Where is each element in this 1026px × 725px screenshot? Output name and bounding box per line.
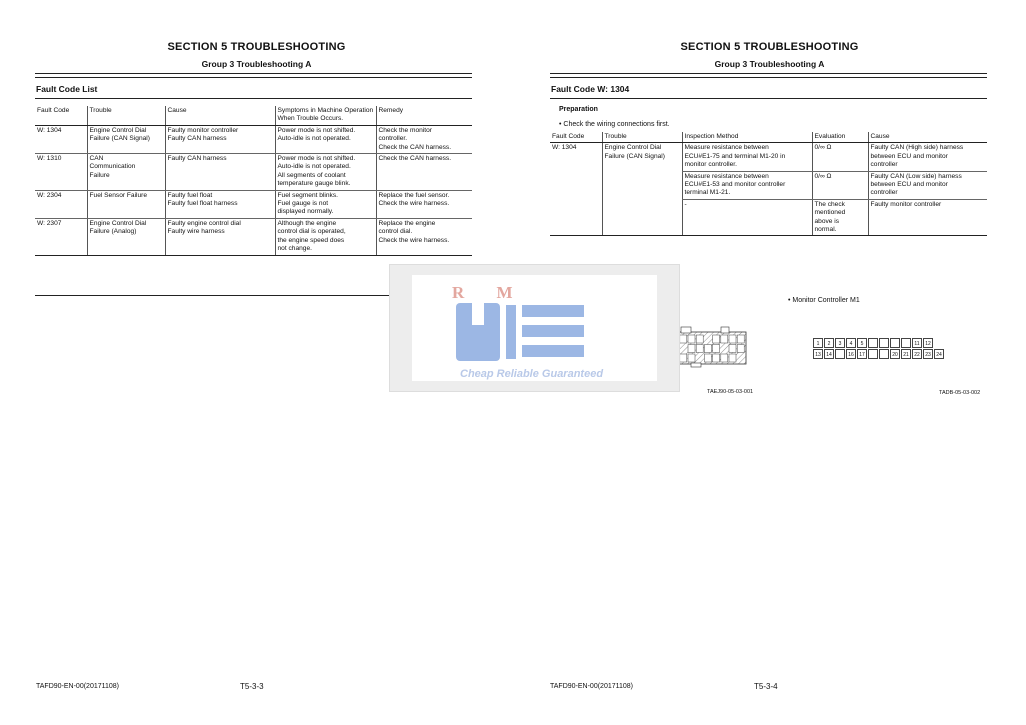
inspection-method-cell — [682, 143, 812, 171]
table-header-row — [35, 106, 472, 125]
cause-line: Faulty monitor controller — [870, 200, 942, 208]
cause-line: Faulty CAN harness — [167, 155, 227, 163]
connector-pin — [696, 345, 703, 353]
monitor-pin: 14 — [824, 349, 834, 359]
connector-pin — [721, 354, 728, 362]
connector-pin — [713, 335, 720, 343]
fault-code-table — [35, 106, 472, 256]
connector-pin — [713, 345, 720, 353]
bullet-icon: • — [559, 121, 564, 128]
header-fault-code: Fault Code — [550, 132, 602, 143]
remedy-line: Check the CAN harness. — [378, 155, 452, 163]
symptoms-line: All segments of coolant — [277, 171, 346, 179]
header-remedy: Remedy — [376, 106, 472, 125]
section-title: SECTION 5 TROUBLESHOOTING — [167, 41, 346, 53]
monitor-pin — [890, 338, 900, 348]
cause-line: Faulty CAN harness — [167, 135, 227, 143]
trouble-line: Failure (CAN Signal) — [89, 135, 150, 143]
monitor-pin: 13 — [813, 349, 823, 359]
cause-cell — [165, 190, 275, 218]
evaluation-line: mentioned — [814, 209, 846, 217]
figure-label-ecu: TAEJ90-05-03-001 — [707, 389, 754, 395]
monitor-pin: 16 — [846, 349, 856, 359]
monitor-pin: 21 — [901, 349, 911, 359]
cause-cell — [868, 199, 987, 236]
remedy-cell — [376, 218, 472, 255]
monitor-label — [788, 297, 860, 304]
inspection-table — [550, 132, 987, 236]
symptoms-cell — [275, 190, 376, 218]
heading-rule — [550, 98, 987, 99]
table-row — [35, 190, 472, 218]
connector-pin — [680, 335, 687, 343]
cause-cell — [165, 125, 275, 153]
fault-code-line: W: 1304 — [552, 144, 577, 152]
watermark-logo — [389, 264, 680, 392]
evaluation-cell — [812, 143, 868, 171]
method-line: terminal M1-21. — [684, 189, 731, 197]
trouble-line: Engine Control Dial — [604, 144, 662, 152]
table-row — [35, 218, 472, 255]
watermark-slogan: Cheap Reliable Guaranteed — [460, 368, 604, 380]
fault-code-cell — [35, 125, 87, 153]
wrench-logo-icon — [448, 299, 598, 365]
monitor-pin: 17 — [857, 349, 867, 359]
method-line: - — [684, 200, 687, 208]
cause-line: Faulty fuel float harness — [167, 200, 238, 208]
remedy-line: controller. — [378, 135, 408, 143]
section-title: SECTION 5 TROUBLESHOOTING — [680, 41, 859, 53]
header-cause: Cause — [165, 106, 275, 125]
table-header-row — [550, 132, 987, 143]
method-line: Measure resistance between — [684, 144, 769, 152]
cause-line: Faulty fuel float — [167, 191, 213, 199]
monitor-pin — [879, 338, 889, 348]
trouble-line: Engine Control Dial — [89, 126, 147, 134]
connector-pin — [737, 345, 744, 353]
fault-code-cell — [35, 218, 87, 255]
symptoms-line: Auto-idle is not operated. — [277, 163, 351, 171]
cause-line: Faulty monitor controller — [167, 126, 239, 134]
cause-line: Faulty engine control dial — [167, 219, 241, 227]
table-row — [35, 154, 472, 191]
header-inspection-method: Inspection Method — [682, 132, 812, 143]
connector-pin — [737, 335, 744, 343]
evaluation-cell — [812, 199, 868, 236]
remedy-line: Replace the engine — [378, 219, 436, 227]
cause-line: between ECU and monitor — [870, 181, 948, 189]
remedy-line: Check the wire harness. — [378, 236, 450, 244]
trouble-line: CAN — [89, 155, 104, 163]
monitor-pin: 12 — [923, 338, 933, 348]
monitor-pin — [835, 349, 845, 359]
symptoms-line: Power mode is not shifted. — [277, 126, 356, 134]
method-line: Measure resistance between — [684, 172, 769, 180]
inspection-method-cell — [682, 171, 812, 199]
fault-code-cell — [35, 154, 87, 191]
watermark-letters: R M — [452, 283, 527, 302]
monitor-pin: 24 — [934, 349, 944, 359]
connector-pin — [704, 345, 711, 353]
trouble-line: Engine Control Dial — [89, 219, 147, 227]
header-trouble: Trouble — [602, 132, 682, 143]
symptoms-line: temperature gauge blink. — [277, 180, 351, 188]
header-evaluation: Evaluation — [812, 132, 868, 143]
inspection-method-cell — [682, 199, 812, 236]
header-cause: Cause — [868, 132, 987, 143]
symptoms-line: Fuel gauge is not — [277, 200, 329, 208]
method-line: monitor controller. — [684, 161, 737, 169]
trouble-cell — [87, 218, 165, 255]
cause-line: controller — [870, 189, 898, 197]
fault-code-line: W: 2307 — [37, 219, 62, 227]
fault-code-cell — [35, 190, 87, 218]
cause-cell — [868, 143, 987, 171]
remedy-cell — [376, 190, 472, 218]
monitor-pin: 3 — [835, 338, 845, 348]
remedy-line: control dial. — [378, 228, 413, 236]
monitor-pin — [879, 349, 889, 359]
cause-line: controller — [870, 161, 898, 169]
header-fault-code: Fault Code — [35, 106, 87, 125]
evaluation-line: 0/∞ Ω — [814, 144, 832, 152]
symptoms-cell — [275, 154, 376, 191]
cause-cell — [165, 154, 275, 191]
monitor-pin: 2 — [824, 338, 834, 348]
monitor-pin: 20 — [890, 349, 900, 359]
cause-cell — [165, 218, 275, 255]
symptoms-line: Power mode is not shifted. — [277, 155, 356, 163]
monitor-pin: 1 — [813, 338, 823, 348]
monitor-label-text: Monitor Controller M1 — [792, 297, 860, 304]
cause-cell — [868, 171, 987, 199]
trouble-cell — [602, 143, 682, 236]
trouble-line: Fuel Sensor Failure — [89, 191, 148, 199]
header-trouble: Trouble — [87, 106, 165, 125]
bullet-icon: • — [788, 297, 793, 304]
symptoms-line: Auto-idle is not operated. — [277, 135, 351, 143]
preparation-item — [559, 121, 670, 128]
header-symptoms: Symptoms in Machine Operation When Trouble Occurs. — [275, 106, 376, 125]
connector-pin — [688, 345, 695, 353]
heading-rule — [35, 98, 472, 99]
symptoms-line: the engine speed does — [277, 236, 345, 244]
monitor-connector-diagram — [813, 338, 953, 362]
remedy-line: Check the wire harness. — [378, 200, 450, 208]
connector-pin — [729, 335, 736, 343]
connector-pin — [729, 345, 736, 353]
monitor-pin — [901, 338, 911, 348]
symptoms-line: displayed normally. — [277, 208, 334, 216]
fault-code-heading: Fault Code W: 1304 — [551, 84, 630, 94]
connector-pin — [713, 354, 720, 362]
evaluation-line: The check — [814, 200, 845, 208]
monitor-pin — [868, 338, 878, 348]
monitor-pin — [868, 349, 878, 359]
evaluation-cell — [812, 171, 868, 199]
connector-pin — [704, 354, 711, 362]
figure-label-monitor: TADB-05-03-002 — [939, 390, 981, 396]
fault-code-cell — [550, 143, 602, 236]
table-row — [35, 125, 472, 153]
group-title: Group 3 Troubleshooting A — [714, 59, 825, 69]
trouble-cell — [87, 154, 165, 191]
table-row — [550, 143, 987, 171]
connector-pin — [680, 354, 687, 362]
trouble-cell — [87, 125, 165, 153]
preparation-item-text: Check the wiring connections first. — [563, 121, 670, 128]
fault-code-line: W: 1310 — [37, 155, 62, 163]
monitor-pin: 4 — [846, 338, 856, 348]
trouble-line: Failure (Analog) — [89, 228, 137, 236]
cause-line: Faulty CAN (Low side) harness — [870, 172, 962, 180]
connector-pin — [688, 335, 695, 343]
remedy-line: Check the CAN harness. — [378, 143, 452, 151]
remedy-cell — [376, 154, 472, 191]
evaluation-line: 0/∞ Ω — [814, 172, 832, 180]
header-rule — [550, 73, 987, 78]
symptoms-line: Although the engine — [277, 219, 337, 227]
fault-code-line: W: 2304 — [37, 191, 62, 199]
watermark-panel — [412, 275, 657, 381]
trouble-line: Communication — [89, 163, 136, 171]
trouble-line: Failure — [89, 171, 110, 179]
fault-code-list-heading: Fault Code List — [36, 84, 98, 94]
connector-pin — [721, 335, 728, 343]
fault-code-line: W: 1304 — [37, 126, 62, 134]
symptoms-line: Fuel segment blinks. — [277, 191, 338, 199]
evaluation-line: normal. — [814, 226, 837, 234]
symptoms-cell — [275, 125, 376, 153]
connector-pin — [688, 354, 695, 362]
evaluation-line: above is — [814, 217, 840, 225]
trouble-line: Failure (CAN Signal) — [604, 152, 665, 160]
cause-line: Faulty wire harness — [167, 228, 225, 236]
group-title: Group 3 Troubleshooting A — [201, 59, 312, 69]
symptoms-line: not change. — [277, 245, 312, 253]
connector-pin — [696, 335, 703, 343]
footer-page-number: T5-3-3 — [240, 682, 264, 691]
header-rule — [35, 73, 472, 78]
footer-document-code: TAFD90-EN-00(20171108) — [36, 683, 120, 690]
symptoms-cell — [275, 218, 376, 255]
cause-line: Faulty CAN (High side) harness — [870, 144, 964, 152]
preparation-title: Preparation — [559, 106, 598, 113]
remedy-line: Replace the fuel sensor. — [378, 191, 450, 199]
monitor-pin: 23 — [923, 349, 933, 359]
monitor-pin: 22 — [912, 349, 922, 359]
footer-page-number: T5-3-4 — [754, 682, 778, 691]
remedy-line: Check the monitor — [378, 126, 433, 134]
cause-line: between ECU and monitor — [870, 152, 948, 160]
symptoms-line: control dial is operated, — [277, 228, 346, 236]
connector-pin — [729, 354, 736, 362]
method-line: ECU#E1-75 and terminal M1-20 in — [684, 152, 786, 160]
monitor-pin: 5 — [857, 338, 867, 348]
monitor-pin: 11 — [912, 338, 922, 348]
method-line: ECU#E1-53 and monitor controller — [684, 181, 786, 189]
footer-document-code: TAFD90-EN-00(20171108) — [550, 683, 634, 690]
trouble-cell — [87, 190, 165, 218]
remedy-cell — [376, 125, 472, 153]
